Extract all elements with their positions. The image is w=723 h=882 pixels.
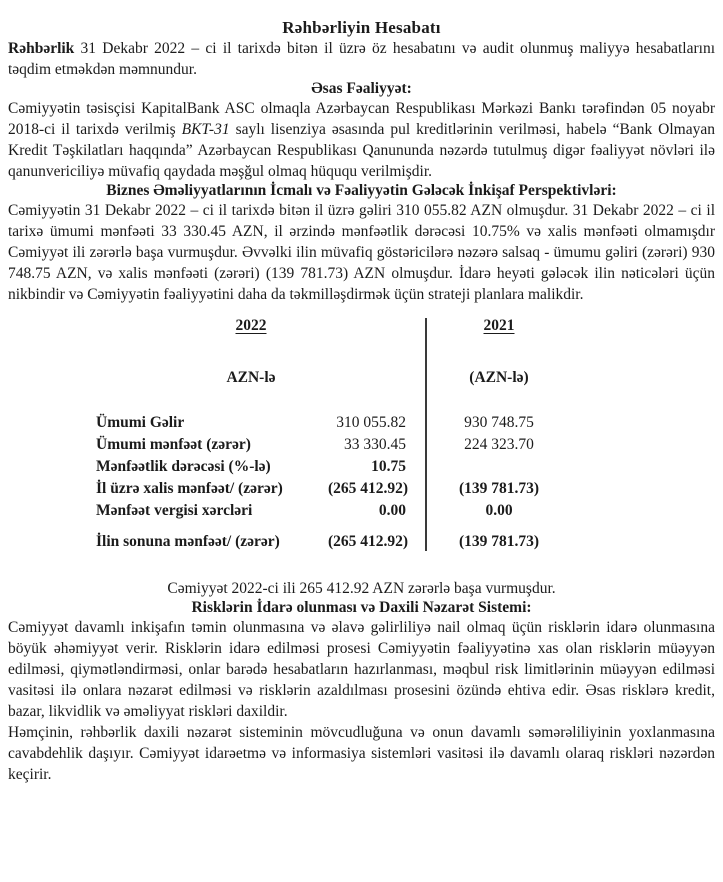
row-label: İl üzrə xalis mənfəət/ (zərər) [96, 480, 283, 497]
intro-paragraph [8, 38, 715, 80]
row-label: Mənfəət vergisi xərcləri [96, 502, 253, 519]
table-column-divider [425, 318, 427, 551]
value-2021: 224 323.70 [464, 436, 534, 453]
table-year-header-row [96, 316, 566, 335]
value-2021: 0.00 [485, 502, 513, 519]
unit-label-2022: AZN-lə [226, 369, 276, 386]
license-number: BKT-31 [181, 121, 230, 138]
column-header-2022: 2022 [235, 317, 267, 334]
business-overview-paragraph: Cəmiyyətin 31 Dekabr 2022 – ci il tarixdə bitən il üzrə gəliri 310 055.82 AZN olmuşdur. 31 Dekabr 2022 – ci il tarixə ümumi mənfəəti 33 330.45 AZN, il ərzində mənfəətlik dərəcəsi 10.75% və xalis mənfəəti olmamışdır Cəmiyyət ili zərərlə başa vurmuşdur. Əvvəlki ilin müvafiq göstəricilərə nəzərə salsaq - ümumu gəliri (zərəri) 930 748.75 AZN, və xalis mənfəəti (zərəri) (139 781.73) AZN olmuşdur. İdarə heyəti gələcək ilin nəticələri üçün nikbindir və Cəmiyyətin fəaliyyətini daha da təkmilləşdirmək üçün strateji planlara malikdir. [8, 202, 715, 303]
value-2022: 310 055.82 [336, 414, 406, 431]
column-header-2021: 2021 [483, 317, 515, 334]
value-2022: 10.75 [371, 458, 406, 475]
row-label: Ümumi mənfəət (zərər) [96, 436, 251, 453]
table-row [96, 412, 566, 434]
row-label: Mənfəətlik dərəcəsi (%-lə) [96, 458, 271, 475]
row-label: İlin sonuna mənfəət/ (zərər) [96, 533, 280, 550]
table-row [96, 434, 566, 456]
risk-section-heading: Risklərin İdarə olunması və Daxili Nəzarət Sistemi: [191, 599, 532, 616]
value-2022: 0.00 [378, 502, 406, 519]
row-label: Ümumi Gəlir [96, 414, 185, 431]
value-2021: 930 748.75 [464, 414, 534, 431]
activity-text-before: Cəmiyyətin təsisçisi KapitalBank ASC olmaqla Azərbaycan Respublikası Mərkəzi Bankı tərəfindən 05 noyabr 2018-ci il tarixdə verilmiş [8, 100, 715, 138]
value-2022: 33 330.45 [344, 436, 406, 453]
business-overview-heading: Biznes Əməliyyatlarının İcmalı və Fəaliyyətin Gələcək İnkişaf Perspektivləri: [106, 182, 617, 199]
table-row [96, 456, 566, 478]
intro-lead-word: Rəhbərlik [8, 40, 75, 57]
risk-paragraph-2: Həmçinin, rəhbərlik daxili nəzarət sisteminin mövcudluğuna və onun davamlı səmərəliliyinin yoxlanmasına cavabdehlik daşıyır. Cəmiyyət idarəetmə və informasiya sistemləri vasitəsi ilə davamlı olaraq riskləri nəzərdən keçirir. [8, 724, 715, 783]
main-activity-paragraph [8, 98, 715, 182]
value-2022: (265 412.92) [328, 533, 409, 550]
year-result-summary: Cəmiyyət 2022-ci ili 265 412.92 AZN zərərlə başa vurmuşdur. [167, 580, 556, 597]
activity-text-after: saylı lisenziya əsasında pul kreditlərinin verilməsi, habelə “Bank Olmayan Kredit Təşkilatları haqqında” Azərbaycan Respublikası Qanununda nəzərdə tutulmuş digər fəaliyyət növləri ilə qanunvericiliyə müvafiq qaydada məşğul olmaq hüququ verilmişdir. [8, 121, 715, 180]
table-row [96, 500, 566, 522]
table-unit-row [96, 368, 566, 387]
table-row [96, 478, 566, 500]
value-2021: (139 781.73) [458, 480, 540, 497]
value-2022: (265 412.92) [328, 480, 409, 497]
table-row-total [96, 531, 566, 553]
value-2021 [406, 456, 566, 478]
value-2021: (139 781.73) [458, 533, 540, 550]
main-activity-heading: Əsas Fəaliyyət: [311, 80, 412, 97]
financial-table [96, 316, 566, 553]
risk-paragraph-1: Cəmiyyət davamlı inkişafın təmin olunmasına və əlavə gəlirliliyə nail olmaq üçün risklərin idarə olunmasına böyük əhəmiyyət verir. Risklərin idarə edilməsi prosesi Cəmiyyətin fəaliyyətinə xas olan risklərin müəyyən edilməsi, qiymətləndirməsi, onlar barədə hesabatların hazırlanması, məqbul risk limitlərinin müəyyən edilməsi vasitəsi ilə onlara nəzarət edilməsi və risklərin azaldılması prosesini özündə ehtiva edir. Əsas risklərə kredit, bazar, likvidlik və əməliyyat riskləri daxildir. [8, 619, 715, 720]
intro-text: 31 Dekabr 2022 – ci il tarixdə bitən il üzrə öz hesabatını və audit olunmuş maliyyə hesabatlarını təqdim etməkdən məmnundur. [8, 40, 715, 78]
unit-label-2021: (AZN-lə) [469, 369, 529, 386]
page-title: Rəhbərliyin Hesabatı [282, 18, 441, 37]
